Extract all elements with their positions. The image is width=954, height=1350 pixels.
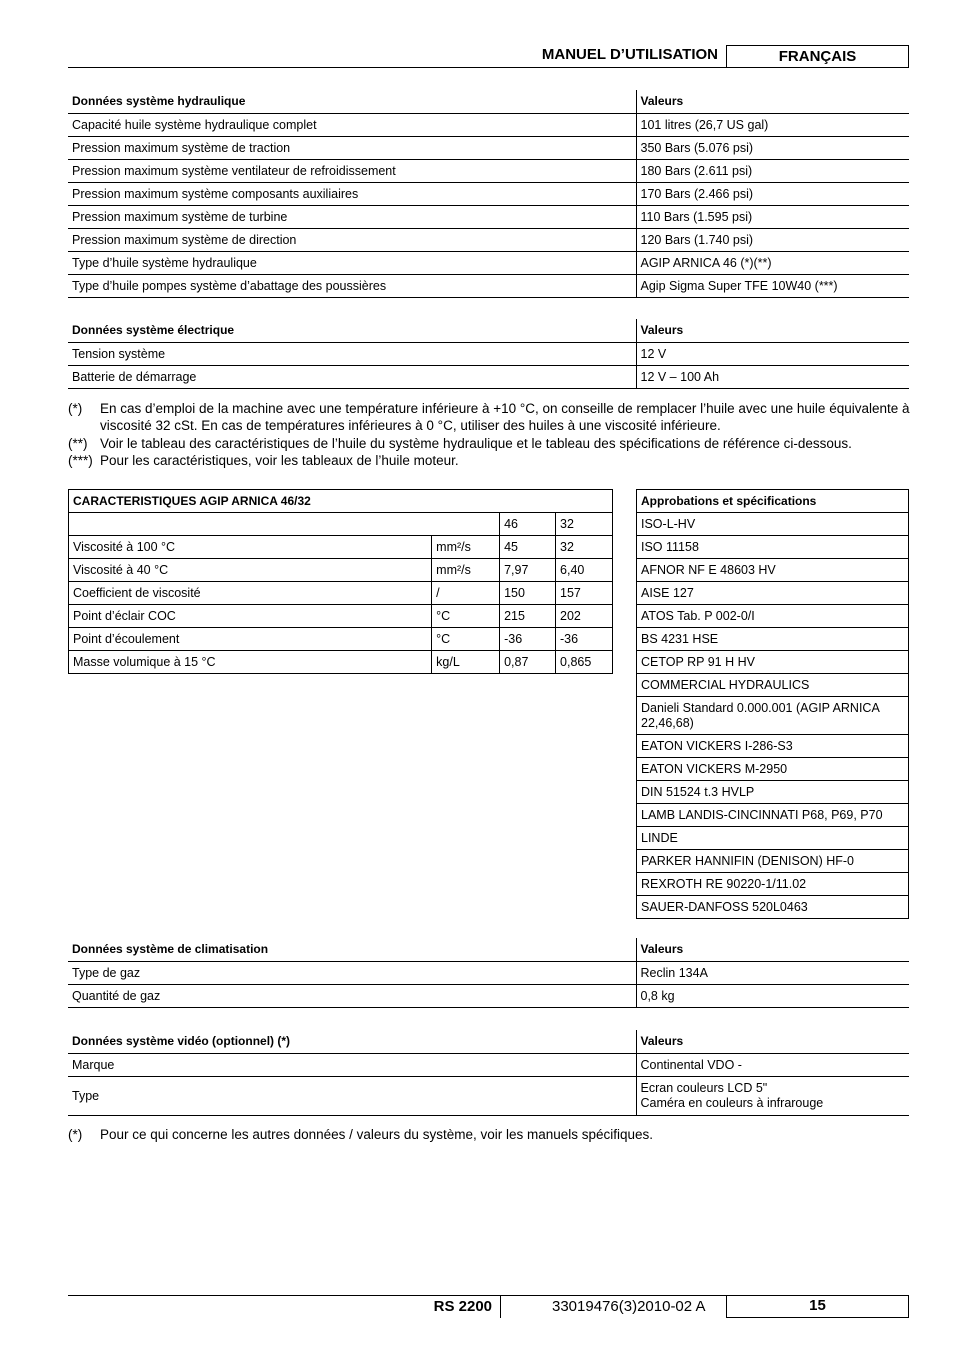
table-cell: 32	[556, 536, 613, 559]
table-cell: 0,87	[500, 651, 556, 674]
table-cell: AGIP ARNICA 46 (*)(**)	[636, 251, 909, 274]
footnote-text: Pour les caractéristiques, voir les tableaux de l’huile moteur.	[100, 453, 459, 468]
unit-cell: °C	[432, 605, 500, 628]
approval-item: ISO-L-HV	[637, 513, 909, 536]
footer-code: 33019476(3)2010-02 A	[552, 1298, 706, 1315]
header-language: FRANÇAIS	[726, 45, 909, 67]
electric-table	[68, 319, 909, 389]
footer-model: RS 2200	[433, 1298, 492, 1315]
footnote	[68, 452, 913, 469]
footnote	[68, 1126, 913, 1143]
table-header: Valeurs	[636, 938, 909, 961]
approval-item: BS 4231 HSE	[637, 628, 909, 651]
unit-cell: mm²/s	[432, 536, 500, 559]
approvals-table	[636, 489, 909, 919]
approval-item: SAUER-DANFOSS 520L0463	[637, 896, 909, 919]
approval-item: PARKER HANNIFIN (DENISON) HF-0	[637, 850, 909, 873]
table-cell: Type	[68, 1076, 636, 1115]
table-cell: 157	[556, 582, 613, 605]
table-header: Valeurs	[636, 319, 909, 342]
table-cell: 350 Bars (5.076 psi)	[636, 136, 909, 159]
table-cell	[69, 513, 500, 536]
table-cell: 110 Bars (1.595 psi)	[636, 205, 909, 228]
footnote-mark: (**)	[68, 436, 88, 451]
table-cell: Pression maximum système de turbine	[68, 205, 636, 228]
grade-header: 32	[556, 513, 613, 536]
table-cell: 12 V	[636, 342, 909, 365]
table-cell: Point d’écoulement	[69, 628, 432, 651]
footnote-text: Pour ce qui concerne les autres données / valeurs du système, voir les manuels spécifiques.	[100, 1127, 654, 1142]
footnote	[68, 435, 913, 452]
approval-item: ISO 11158	[637, 536, 909, 559]
unit-cell: mm²/s	[432, 559, 500, 582]
table-cell: Viscosité à 40 °C	[69, 559, 432, 582]
table-cell: Pression maximum système de direction	[68, 228, 636, 251]
table-cell: Tension système	[68, 342, 636, 365]
approval-item: AFNOR NF E 48603 HV	[637, 559, 909, 582]
approval-item: COMMERCIAL HYDRAULICS	[637, 674, 909, 697]
table-header: Données système de climatisation	[68, 938, 636, 961]
hydraulic-table	[68, 90, 909, 298]
table-cell: 0,8 kg	[636, 984, 909, 1007]
table-cell: 0,865	[556, 651, 613, 674]
approval-item: DIN 51524 t.3 HVLP	[637, 781, 909, 804]
table-cell: 170 Bars (2.466 psi)	[636, 182, 909, 205]
footnote-mark: (*)	[68, 1127, 83, 1142]
table-cell: Masse volumique à 15 °C	[69, 651, 432, 674]
unit-cell: °C	[432, 628, 500, 651]
table-header: Valeurs	[636, 1030, 909, 1053]
table-cell: Coefficient de viscosité	[69, 582, 432, 605]
header-title: MANUEL D’UTILISATION	[541, 46, 718, 63]
table-cell: Agip Sigma Super TFE 10W40 (***)	[636, 274, 909, 297]
approval-item: Danieli Standard 0.000.001 (AGIP ARNICA 22,46,68)	[637, 697, 909, 735]
table-cell: Reclin 134A	[636, 961, 909, 984]
footer-divider	[500, 1296, 501, 1318]
table-cell: Continental VDO -	[636, 1053, 909, 1076]
table-cell: Type d’huile pompes système d’abattage des poussières	[68, 274, 636, 297]
table-title: CARACTERISTIQUES AGIP ARNICA 46/32	[69, 490, 613, 513]
grade-header: 46	[500, 513, 556, 536]
table-cell: 202	[556, 605, 613, 628]
table-cell: 180 Bars (2.611 psi)	[636, 159, 909, 182]
table-cell: 12 V – 100 Ah	[636, 365, 909, 388]
table-cell: 215	[500, 605, 556, 628]
table-cell: Pression maximum système composants auxiliaires	[68, 182, 636, 205]
approval-item: ATOS Tab. P 002-0/I	[637, 605, 909, 628]
table-cell: Ecran couleurs LCD 5" Caméra en couleurs à infrarouge	[636, 1076, 909, 1115]
table-cell: Viscosité à 100 °C	[69, 536, 432, 559]
unit-cell: kg/L	[432, 651, 500, 674]
approval-item: REXROTH RE 90220-1/11.02	[637, 873, 909, 896]
table-cell: 45	[500, 536, 556, 559]
unit-cell: /	[432, 582, 500, 605]
table-cell: 101 litres (26,7 US gal)	[636, 113, 909, 136]
approval-item: CETOP RP 91 H HV	[637, 651, 909, 674]
table-header: Données système hydraulique	[68, 90, 636, 113]
table-cell: Type de gaz	[68, 961, 636, 984]
table-cell: 7,97	[500, 559, 556, 582]
footnote-text: En cas d’emploi de la machine avec une température inférieure à +10 °C, on conseille de remplacer l’huile avec une huile équivalente à viscosité 32 cSt. En cas de températures inférieures à 0 °C, utiliser des huiles à une viscosité inférieure.	[100, 401, 910, 433]
footnote	[68, 400, 913, 434]
approval-item: AISE 127	[637, 582, 909, 605]
climate-table	[68, 938, 909, 1008]
table-cell: Pression maximum système ventilateur de refroidissement	[68, 159, 636, 182]
approval-item: EATON VICKERS M-2950	[637, 758, 909, 781]
table-header: Données système vidéo (optionnel) (*)	[68, 1030, 636, 1053]
footnote-mark: (***)	[68, 453, 93, 468]
table-cell: -36	[500, 628, 556, 651]
approval-item: EATON VICKERS I-286-S3	[637, 735, 909, 758]
table-cell: Pression maximum système de traction	[68, 136, 636, 159]
table-cell: -36	[556, 628, 613, 651]
footnote-mark: (*)	[68, 401, 83, 416]
table-cell: 120 Bars (1.740 psi)	[636, 228, 909, 251]
table-header: Données système électrique	[68, 319, 636, 342]
header-rule	[68, 67, 909, 68]
table-header: Valeurs	[636, 90, 909, 113]
arnica-table	[68, 489, 613, 674]
page-number: 15	[726, 1296, 909, 1318]
table-cell: 6,40	[556, 559, 613, 582]
video-table	[68, 1030, 909, 1116]
table-cell: Batterie de démarrage	[68, 365, 636, 388]
table-cell: Point d’éclair COC	[69, 605, 432, 628]
approval-item: LAMB LANDIS-CINCINNATI P68, P69, P70	[637, 804, 909, 827]
table-cell: 150	[500, 582, 556, 605]
table-title: Approbations et spécifications	[637, 490, 909, 513]
table-cell: Type d’huile système hydraulique	[68, 251, 636, 274]
footnote-text: Voir le tableau des caractéristiques de l’huile du système hydraulique et le tableau des spécifications de référence ci-dessous.	[100, 436, 852, 451]
table-cell: Marque	[68, 1053, 636, 1076]
table-cell: Capacité huile système hydraulique complet	[68, 113, 636, 136]
approval-item: LINDE	[637, 827, 909, 850]
table-cell: Quantité de gaz	[68, 984, 636, 1007]
